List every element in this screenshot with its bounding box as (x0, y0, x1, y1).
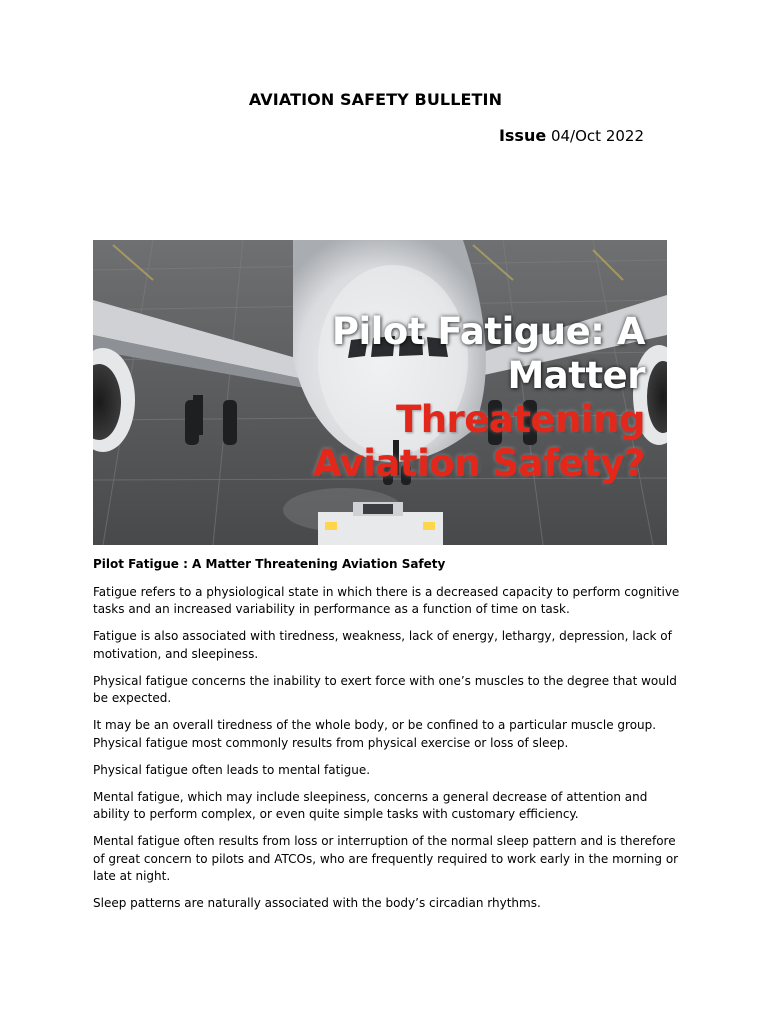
issue-value: 04/Oct 2022 (550, 127, 644, 145)
paragraph-6: Mental fatigue, which may include sleepiness, concerns a general decrease of attention and ability to perform complex, or even quite simple tasks with customary efficiency. (93, 789, 648, 821)
paragraph-4: It may be an overall tiredness of the whole body, or be confined to a particular muscle group. Physical fatigue most commonly results from physical exercise or loss of sleep. (93, 718, 657, 750)
issue-line (499, 126, 644, 145)
image-caption: Pilot Fatigue : A Matter Threatening Aviation Safety (93, 557, 446, 571)
overlay-line-1: Pilot Fatigue: A (331, 310, 645, 353)
paragraph-8: Sleep patterns are naturally associated with the body’s circadian rhythms. (93, 896, 541, 910)
paragraph-5: Physical fatigue often leads to mental fatigue. (93, 762, 371, 777)
paragraph-2: Fatigue is also associated with tiredness, weakness, lack of energy, lethargy, depression, lack of motivation, and sleepiness. (93, 629, 672, 661)
article-body (93, 556, 683, 922)
paragraph-1: Fatigue refers to a physiological state in which there is a decreased capacity to perform cognitive tasks and an increased variability in performance as a function of time on task. (93, 584, 680, 616)
hero-overlay-text (313, 310, 645, 486)
document-title-text: AVIATION SAFETY BULLETIN (248, 90, 503, 109)
overlay-line-2: Matter (507, 354, 645, 397)
hero-image (93, 240, 667, 545)
issue-label: Issue (498, 126, 547, 145)
paragraph-7: Mental fatigue often results from loss or interruption of the normal sleep pattern and is therefore of great concern to pilots and ATCOs, who are frequently required to work early in the morning or late at night. (93, 834, 679, 883)
paragraph-3: Physical fatigue concerns the inability to exert force with one’s muscles to the degree that would be expected. (93, 673, 677, 705)
overlay-line-3: Threatening (395, 398, 645, 441)
document-title (0, 90, 768, 109)
overlay-line-4: Aviation Safety? (312, 442, 645, 485)
